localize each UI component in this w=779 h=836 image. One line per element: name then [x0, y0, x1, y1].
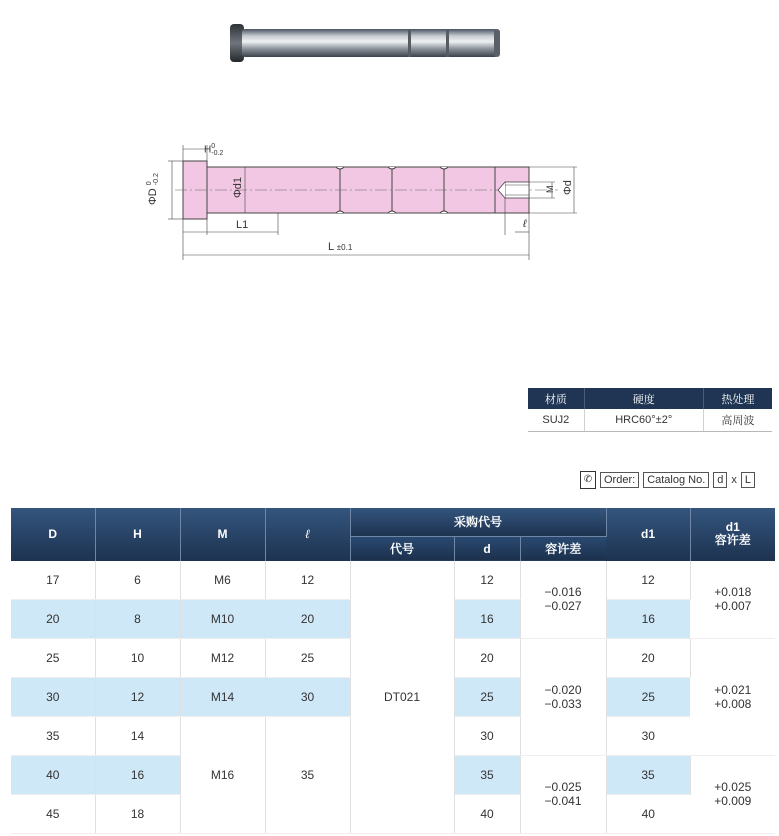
col-d1-header: d1	[606, 508, 690, 561]
cell-d-tol: −0.016 −0.027	[520, 561, 606, 639]
cell-H: 6	[95, 561, 180, 600]
dim-H-label: H 0 -0.2	[204, 143, 224, 157]
cell-D: 45	[11, 794, 95, 833]
col-H-header: H	[95, 508, 180, 561]
catalog-no-box: Catalog No.	[643, 472, 709, 488]
material-table	[528, 388, 772, 432]
cell-d-tol: −0.020 −0.033	[520, 638, 606, 755]
cell-d: 40	[454, 794, 520, 833]
cell-d: 25	[454, 677, 520, 716]
cell-D: 17	[11, 561, 95, 600]
cell-M: M14	[180, 677, 265, 716]
cell-d: 30	[454, 716, 520, 755]
col-d-header: d	[454, 536, 520, 561]
cell-M: M16	[180, 716, 265, 833]
cell-D: 25	[11, 638, 95, 677]
dim-M-label: M	[545, 185, 555, 193]
material-value: SUJ2	[528, 409, 584, 432]
cell-d: 12	[454, 561, 520, 600]
phone-icon: ✆	[580, 471, 596, 489]
order-d-box: d	[713, 472, 727, 488]
cell-D: 35	[11, 716, 95, 755]
heat-treatment-header: 热处理	[703, 388, 772, 409]
cell-H: 12	[95, 677, 180, 716]
cell-M: M12	[180, 638, 265, 677]
order-x: x	[731, 474, 737, 486]
col-code-header: 代号	[350, 536, 454, 561]
cell-M: M10	[180, 599, 265, 638]
cell-D: 30	[11, 677, 95, 716]
cell-d1: 16	[606, 599, 690, 638]
material-header: 材质	[528, 388, 584, 409]
cell-d1-tol: +0.025 +0.009	[690, 755, 775, 833]
col-D-header: D	[11, 508, 95, 561]
cell-H: 10	[95, 638, 180, 677]
cell-H: 18	[95, 794, 180, 833]
cell-M: M6	[180, 561, 265, 600]
cell-d1: 25	[606, 677, 690, 716]
heat-treatment-value: 高周波	[703, 409, 772, 432]
col-M-header: M	[180, 508, 265, 561]
dim-d1-label: Φd1	[232, 176, 244, 198]
cell-H: 16	[95, 755, 180, 794]
cell-d1: 20	[606, 638, 690, 677]
product-photo	[228, 22, 503, 64]
cell-H: 14	[95, 716, 180, 755]
cell-d1: 40	[606, 794, 690, 833]
table-row	[11, 561, 775, 600]
col-d1-tol-header: d1 容许差	[690, 508, 775, 561]
cell-l: 20	[265, 599, 350, 638]
cell-d1: 12	[606, 561, 690, 600]
hardness-value: HRC60°±2°	[584, 409, 703, 432]
order-L-box: L	[741, 472, 755, 488]
cell-l: 25	[265, 638, 350, 677]
dim-L-label: L ±0.1	[328, 241, 353, 253]
purchase-code-header: 采购代号	[350, 508, 606, 536]
cell-l: 30	[265, 677, 350, 716]
dim-l-label: ℓ	[523, 218, 527, 230]
cell-D: 40	[11, 755, 95, 794]
cell-code: DT021	[350, 561, 454, 834]
dim-d-label: Φd	[562, 180, 574, 195]
cell-d1: 35	[606, 755, 690, 794]
order-line	[580, 470, 755, 490]
order-label: Order:	[600, 472, 639, 488]
cell-l: 35	[265, 716, 350, 833]
hardness-header: 硬度	[584, 388, 703, 409]
cell-d1-tol: +0.021 +0.008	[690, 638, 775, 755]
cell-d-tol: −0.025 −0.041	[520, 755, 606, 833]
cell-d: 35	[454, 755, 520, 794]
cell-d1-tol: +0.018 +0.007	[690, 561, 775, 639]
cell-D: 20	[11, 599, 95, 638]
cell-d: 16	[454, 599, 520, 638]
cell-d1: 30	[606, 716, 690, 755]
col-l-header: ℓ	[265, 508, 350, 561]
col-d-tol-header: 容许差	[520, 536, 606, 561]
spec-table	[11, 508, 775, 834]
cell-d: 20	[454, 638, 520, 677]
dim-D-label: ΦD 0 -0.2	[146, 173, 160, 205]
dim-L1-label: L1	[236, 219, 249, 231]
cell-l: 12	[265, 561, 350, 600]
cell-H: 8	[95, 599, 180, 638]
